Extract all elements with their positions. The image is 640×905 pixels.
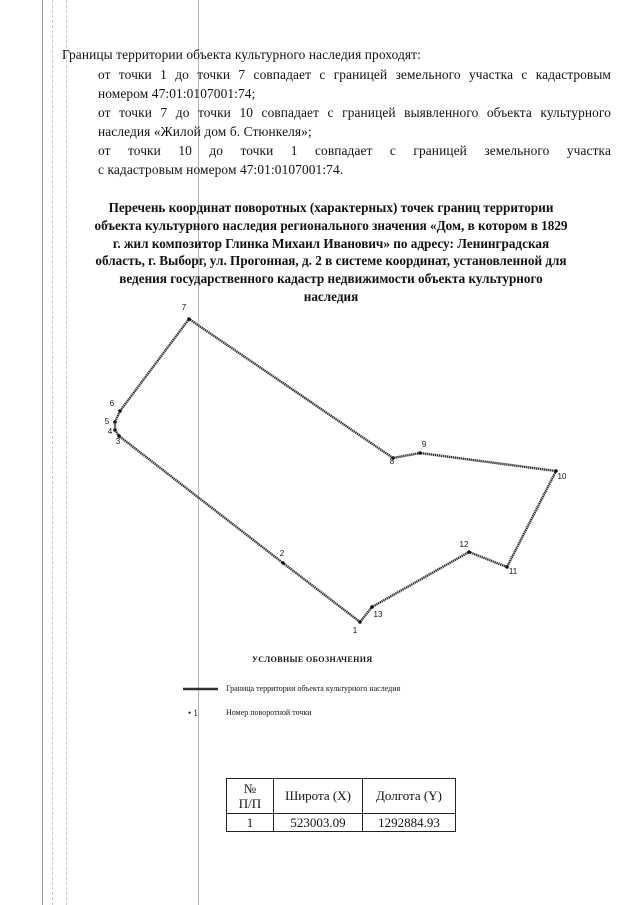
intro-line-7: с кадастровым номером 47:01:0107001:74.: [98, 162, 344, 177]
intro-line-2: от точки 1 до точки 7 совпадает с границей земельного участка с кадастровым: [98, 67, 611, 82]
legend-title: УСЛОВНЫЕ ОБОЗНАЧЕНИЯ: [252, 655, 373, 664]
legend-boundary-label: Граница территории объекта культурного наследия: [226, 684, 401, 693]
point-label-4: 4: [107, 427, 113, 436]
heading-line-6: наследия: [303, 288, 359, 304]
cell-longitude: 1292884.93: [363, 814, 456, 832]
point-label-9: 9: [421, 440, 427, 449]
coordinates-table: [226, 778, 456, 832]
point-label-2: 2: [279, 549, 285, 558]
intro-line-3: номером 47:01:0107001:74;: [98, 86, 256, 101]
point-label-1: 1: [352, 626, 358, 635]
intro-line-1: Границы территории объекта культурного наследия проходят:: [62, 47, 421, 62]
cell-number: 1: [227, 814, 274, 832]
legend-point-label: Номер поворотной точки: [226, 708, 312, 717]
heading-line-3: г. жил композитор Глинка Михаил Иванович» по адресу: Ленинградская: [112, 235, 550, 251]
table-header-row: [227, 779, 456, 814]
heading-line-1: Перечень координат поворотных (характерных) точек границ территории: [108, 200, 554, 215]
intro-line-6: от точки 10 до точки 1 совпадает с границей земельного участка: [98, 143, 611, 158]
point-label-8: 8: [389, 457, 395, 466]
point-label-5: 5: [104, 417, 110, 426]
heading-line-4: область, г. Выборг, ул. Прогонная, д. 2 в системе координат, установленной для: [95, 253, 567, 269]
header-longitude: Долгота (Y): [363, 779, 456, 814]
heading-line-2: объекта культурного наследия регионального значения «Дом, в котором в 1829: [94, 217, 568, 233]
point-label-3: 3: [115, 437, 121, 446]
point-label-6: 6: [109, 399, 115, 408]
header-latitude: Широта (X): [274, 779, 363, 814]
point-label-7: 7: [181, 303, 187, 312]
table-row: [227, 814, 456, 832]
heading-line-5: ведения государственного кадастр недвижимости объекта культурного: [119, 271, 543, 287]
point-label-13: 13: [373, 610, 383, 619]
cell-latitude: 523003.09: [274, 814, 363, 832]
point-label-12: 12: [459, 540, 469, 549]
point-label-11: 11: [508, 567, 518, 576]
legend-point-symbol: • 1: [188, 708, 198, 718]
intro-line-4: от точки 7 до точки 10 совпадает с границей выявленного объекта культурного: [98, 105, 611, 120]
point-label-10: 10: [557, 472, 567, 481]
intro-line-5: наследия «Жилой дом б. Стюнкеля»;: [98, 124, 312, 139]
header-number: № П/П: [227, 779, 274, 814]
